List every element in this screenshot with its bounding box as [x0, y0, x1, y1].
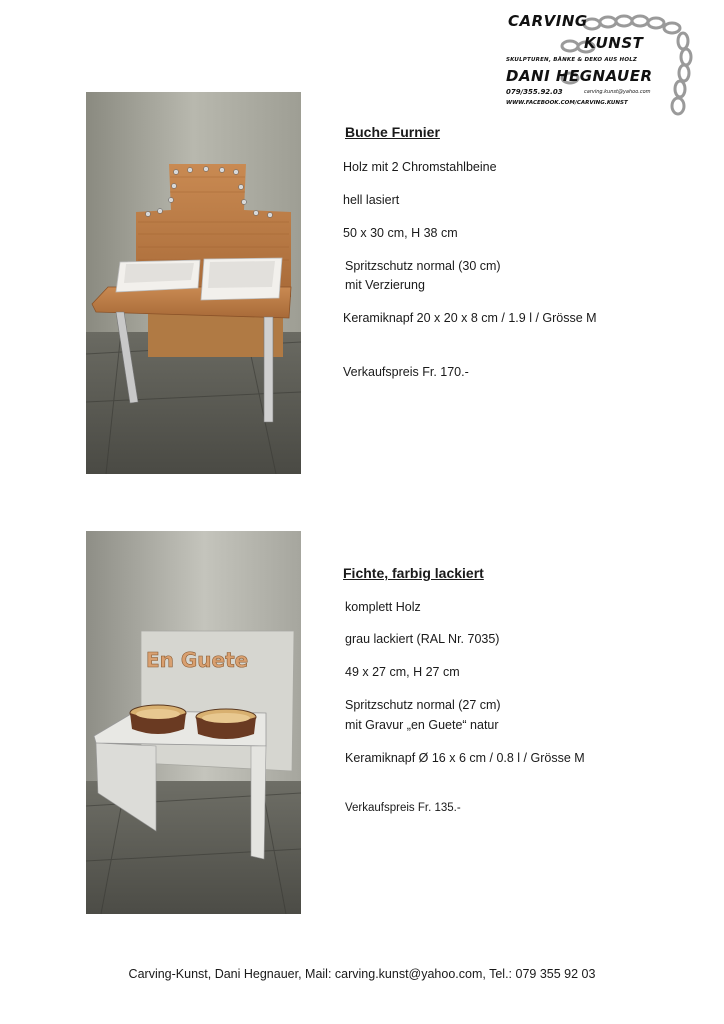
company-logo — [500, 10, 698, 122]
logo-tagline: SKULPTUREN, BÄNKE & DEKO AUS HOLZ — [506, 57, 638, 63]
product-2-dimensions: 49 x 27 cm, H 27 cm — [345, 665, 460, 679]
logo-line2: KUNST — [584, 34, 644, 52]
product-1-bowl: Keramiknapf 20 x 20 x 8 cm / 1.9 l / Grösse M — [343, 311, 597, 325]
product-1-finish: hell lasiert — [343, 193, 400, 207]
product-2-material: komplett Holz — [345, 600, 421, 614]
logo-email: carving.kunst@yahoo.com — [584, 89, 651, 95]
engraving-text: En Guete — [146, 648, 249, 672]
product-2-bowl: Keramiknapf Ø 16 x 6 cm / 0.8 l / Grösse M — [345, 751, 585, 765]
product-1-price: Verkaufspreis Fr. 170.- — [343, 365, 469, 379]
logo-line1: CARVING — [508, 12, 588, 30]
logo-phone: 079/355.92.03 — [506, 88, 563, 96]
product-2-title: Fichte, farbig lackiert — [343, 565, 484, 581]
product-1-material: Holz mit 2 Chromstahlbeine — [343, 160, 497, 174]
logo-name: DANI HEGNAUER — [506, 67, 653, 85]
page-footer: Carving-Kunst, Dani Hegnauer, Mail: carving.kunst@yahoo.com, Tel.: 079 355 92 03 — [128, 967, 596, 981]
product-2-finish: grau lackiert (RAL Nr. 7035) — [345, 632, 500, 646]
product-2-photo — [86, 531, 301, 914]
product-1-photo — [86, 92, 301, 474]
product-1-title: Buche Furnier — [345, 124, 440, 140]
logo-web: WWW.FACEBOOK.COM/CARVING.KUNST — [506, 100, 628, 106]
product-1-splash-guard: Spritzschutz normal (30 cm) — [345, 259, 501, 273]
product-2-price: Verkaufspreis Fr. 135.- — [345, 802, 461, 814]
product-2-engraving: mit Gravur „en Guete“ natur — [345, 718, 499, 732]
product-2-splash-guard: Spritzschutz normal (27 cm) — [345, 698, 501, 712]
product-1-decoration: mit Verzierung — [345, 278, 425, 292]
product-1-dimensions: 50 x 30 cm, H 38 cm — [343, 226, 458, 240]
